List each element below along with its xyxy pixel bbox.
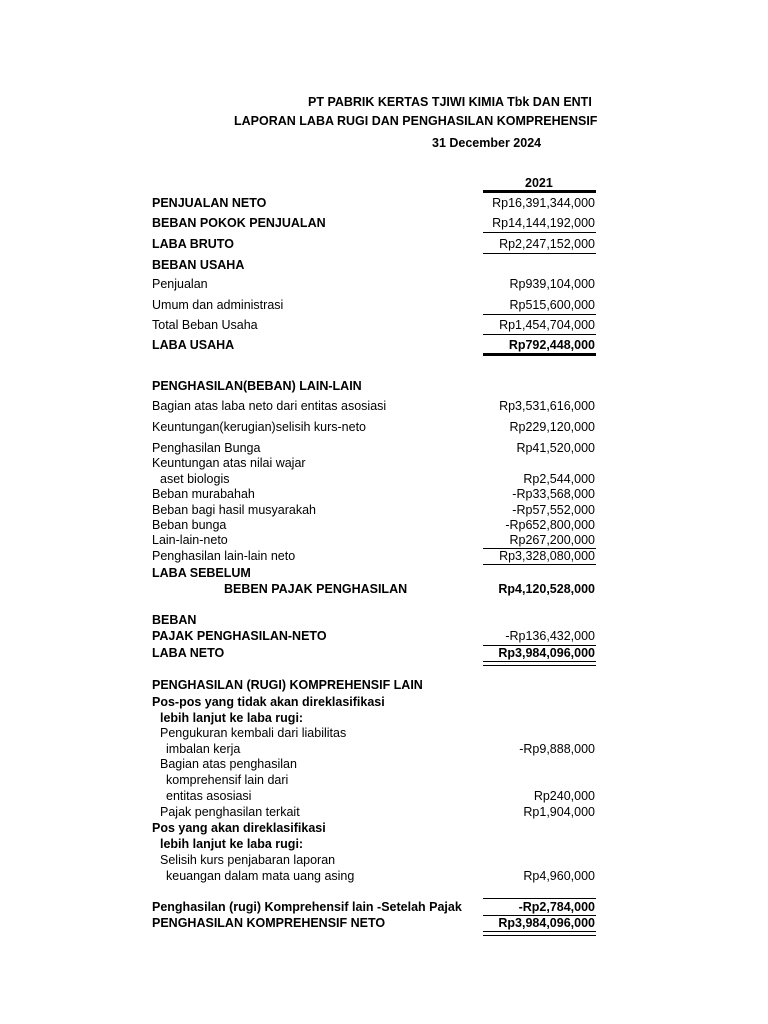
row-label-selisih-2: keuangan dalam mata uang asing xyxy=(166,869,355,883)
row-label-biologis-1: Keuntungan atas nilai wajar xyxy=(152,456,306,470)
row-value-bagian-laba: Rp3,531,616,000 xyxy=(499,399,595,413)
row-value-penjualan-neto: Rp16,391,344,000 xyxy=(492,196,595,210)
year-underline xyxy=(483,190,596,193)
row-value-beban-pokok: Rp14,144,192,000 xyxy=(492,216,595,230)
row-value-musyarakah: -Rp57,552,000 xyxy=(512,503,595,517)
row-value-lain-total: Rp3,328,080,000 xyxy=(499,549,595,563)
year-header: 2021 xyxy=(525,176,553,190)
rule xyxy=(483,564,596,565)
row-label-bagian-laba: Bagian atas laba neto dari entitas asosiasi xyxy=(152,399,387,413)
row-value-pajak-terkait: Rp1,904,000 xyxy=(523,805,595,819)
row-value-bunga: Rp41,520,000 xyxy=(516,441,595,455)
row-value-biologis: Rp2,544,000 xyxy=(523,472,595,486)
row-label-penjualan-neto: PENJUALAN NETO xyxy=(152,196,267,210)
row-value-kurs: Rp229,120,000 xyxy=(509,420,595,434)
rule xyxy=(483,334,596,335)
company-name: PT PABRIK KERTAS TJIWI KIMIA Tbk DAN ENTI xyxy=(308,95,592,109)
rule xyxy=(483,314,596,315)
row-label-pos-tidak-2: lebih lanjut ke laba rugi: xyxy=(160,711,304,725)
row-label-beban-bunga: Beban bunga xyxy=(152,518,227,532)
row-label-pengukuran-1: Pengukuran kembali dari liabilitas xyxy=(160,726,347,740)
row-label-pajak-1: BEBAN xyxy=(152,613,197,627)
row-label-kurs: Keuntungan(kerugian)selisih kurs-neto xyxy=(152,420,367,434)
rule xyxy=(483,353,596,356)
row-label-laba-sebelum-2: BEBEN PAJAK PENGHASILAN xyxy=(224,582,408,596)
row-value-laba-neto: Rp3,984,096,000 xyxy=(498,646,595,660)
double-rule xyxy=(483,931,596,936)
row-label-bagian-oci-3: entitas asosiasi xyxy=(166,789,252,803)
row-value-murabahah: -Rp33,568,000 xyxy=(512,487,595,501)
row-value-umum: Rp515,600,000 xyxy=(509,298,595,312)
row-value-pengukuran: -Rp9,888,000 xyxy=(519,742,595,756)
rule xyxy=(483,253,596,254)
row-value-total-beban: Rp1,454,704,000 xyxy=(499,318,595,332)
row-label-oci-total: Penghasilan (rugi) Komprehensif lain -Setelah Pajak xyxy=(152,900,462,914)
row-label-bagian-oci-1: Bagian atas penghasilan xyxy=(160,757,297,771)
row-label-pengukuran-2: imbalan kerja xyxy=(166,742,241,756)
row-label-laba-sebelum-1: LABA SEBELUM xyxy=(152,566,251,580)
row-label-lain-header: PENGHASILAN(BEBAN) LAIN-LAIN xyxy=(152,379,362,393)
row-label-total-beban: Total Beban Usaha xyxy=(152,318,258,332)
report-date: 31 December 2024 xyxy=(432,136,542,150)
row-label-selisih-1: Selisih kurs penjabaran laporan xyxy=(160,853,336,867)
row-value-laba-usaha: Rp792,448,000 xyxy=(508,338,595,352)
row-label-laba-usaha: LABA USAHA xyxy=(152,338,235,352)
rule xyxy=(483,232,596,233)
row-value-oci-total: -Rp2,784,000 xyxy=(518,900,595,914)
rule xyxy=(483,898,596,899)
row-label-pos-tidak-1: Pos-pos yang tidak akan direklasifikasi xyxy=(152,695,385,709)
row-value-laba-sebelum: Rp4,120,528,000 xyxy=(498,582,595,596)
row-label-umum: Umum dan administrasi xyxy=(152,298,284,312)
row-label-pos-akan-1: Pos yang akan direklasifikasi xyxy=(152,821,326,835)
row-label-lain-neto: Lain-lain-neto xyxy=(152,533,228,547)
row-label-bunga: Penghasilan Bunga xyxy=(152,441,261,455)
row-value-bagian-oci: Rp240,000 xyxy=(533,789,595,803)
row-label-beban-usaha: BEBAN USAHA xyxy=(152,258,245,272)
report-title: LAPORAN LABA RUGI DAN PENGHASILAN KOMPREHENSIF xyxy=(234,114,598,128)
row-label-oci-header: PENGHASILAN (RUGI) KOMPREHENSIF LAIN xyxy=(152,678,423,692)
row-label-laba-bruto: LABA BRUTO xyxy=(152,237,234,251)
row-value-lain-neto: Rp267,200,000 xyxy=(509,533,595,547)
row-value-komprehensif: Rp3,984,096,000 xyxy=(498,916,595,930)
row-value-penjualan: Rp939,104,000 xyxy=(509,277,595,291)
row-label-laba-neto: LABA NETO xyxy=(152,646,225,660)
row-label-penjualan: Penjualan xyxy=(152,277,208,291)
row-value-beban-bunga: -Rp652,800,000 xyxy=(505,518,595,532)
row-label-biologis-2: aset biologis xyxy=(160,472,230,486)
row-label-lain-total: Penghasilan lain-lain neto xyxy=(152,549,296,563)
row-label-komprehensif: PENGHASILAN KOMPREHENSIF NETO xyxy=(152,916,386,930)
row-value-pajak: -Rp136,432,000 xyxy=(505,629,595,643)
row-value-laba-bruto: Rp2,247,152,000 xyxy=(499,237,595,251)
row-label-musyarakah: Beban bagi hasil musyarakah xyxy=(152,503,316,517)
row-label-bagian-oci-2: komprehensif lain dari xyxy=(166,773,289,787)
row-label-pajak-2: PAJAK PENGHASILAN-NETO xyxy=(152,629,327,643)
row-label-pos-akan-2: lebih lanjut ke laba rugi: xyxy=(160,837,304,851)
row-label-murabahah: Beban murabahah xyxy=(152,487,255,501)
row-value-selisih: Rp4,960,000 xyxy=(523,869,595,883)
row-label-pajak-terkait: Pajak penghasilan terkait xyxy=(160,805,300,819)
row-label-beban-pokok: BEBAN POKOK PENJUALAN xyxy=(152,216,326,230)
double-rule xyxy=(483,661,596,666)
